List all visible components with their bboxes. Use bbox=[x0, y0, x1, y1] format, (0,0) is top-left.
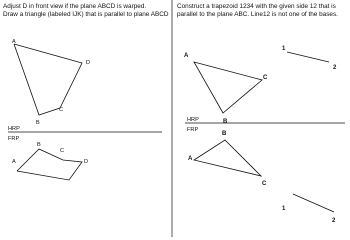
right-top-label-a: A bbox=[184, 53, 189, 59]
left-front-label-c: C bbox=[60, 148, 65, 154]
right-top-label-2: 2 bbox=[333, 65, 337, 71]
right-hrp-label: HRP bbox=[187, 117, 199, 123]
left-top-label-a: A bbox=[12, 39, 16, 45]
right-front-label-b: B bbox=[222, 131, 227, 137]
right-top-view-abc bbox=[194, 62, 262, 113]
right-front-view-abc bbox=[194, 140, 261, 176]
left-top-label-b: B bbox=[36, 120, 40, 126]
right-top-label-c: C bbox=[263, 75, 268, 81]
right-frp-label: FRP bbox=[187, 127, 199, 133]
right-front-label-c: C bbox=[262, 181, 267, 187]
right-front-label-a: A bbox=[188, 156, 193, 162]
left-top-label-c: C bbox=[59, 107, 64, 113]
right-front-label-1: 1 bbox=[282, 206, 286, 212]
right-top-side-12 bbox=[287, 52, 329, 62]
right-top-label-b: B bbox=[223, 119, 228, 125]
right-top-label-1: 1 bbox=[282, 46, 286, 52]
left-front-view-abcd bbox=[17, 149, 82, 180]
left-top-label-d: D bbox=[86, 60, 91, 66]
left-top-view-abcd bbox=[14, 44, 82, 115]
left-hrp-label: HRP bbox=[8, 126, 20, 132]
left-front-label-b: B bbox=[37, 142, 41, 148]
right-instruction-line-2: parallel to the plane ABC. Line12 is not one of the bases. bbox=[177, 11, 338, 19]
left-instruction-line-1: Adjust D in front view if the plane ABCD is warped. bbox=[3, 3, 147, 10]
left-front-label-a: A bbox=[12, 159, 16, 165]
left-instruction-line-2: Draw a triangle (labeled IJK) that is parallel to plane ABCD bbox=[3, 11, 169, 19]
right-instruction-line-1: Construct a trapezoid 1234 with the given side 12 that is bbox=[177, 3, 336, 10]
right-front-side-12 bbox=[293, 194, 334, 212]
right-front-label-2: 2 bbox=[332, 218, 336, 224]
left-frp-label: FRP bbox=[8, 136, 20, 142]
left-front-label-d: D bbox=[84, 159, 89, 165]
